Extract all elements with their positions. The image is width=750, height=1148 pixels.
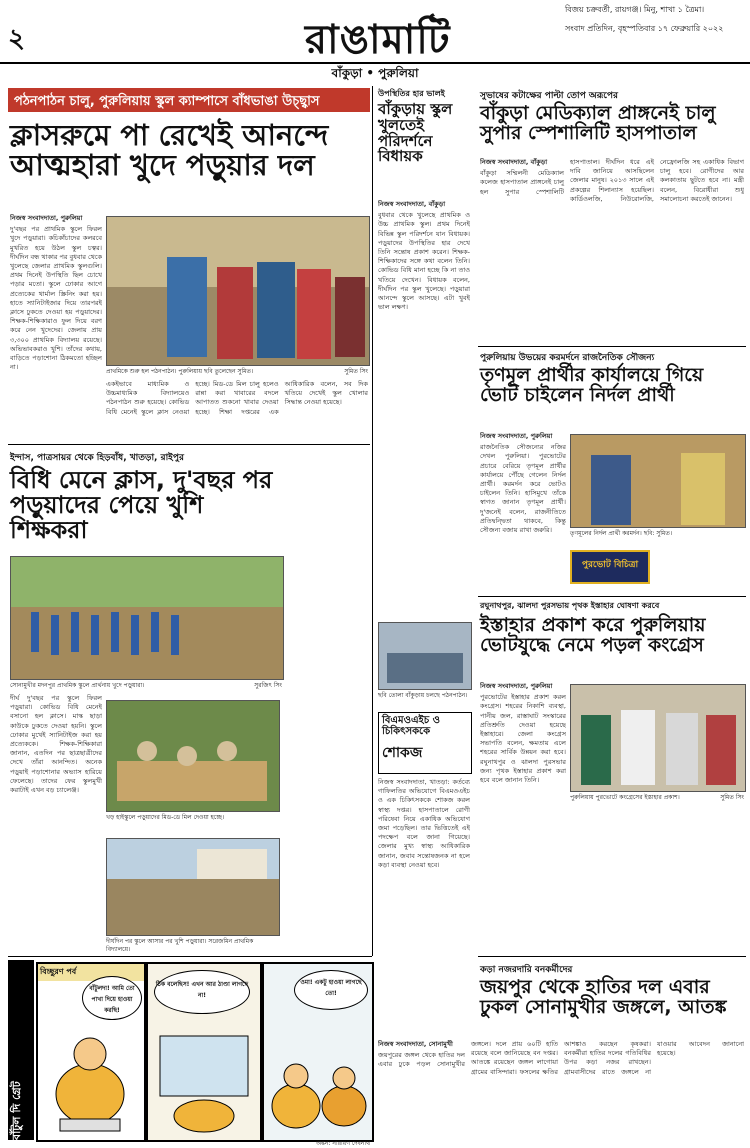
comic-panel-2	[146, 962, 262, 1142]
congress-photo	[570, 684, 746, 792]
panel1-bubble: বাঁটুলদা! আমি তো পাখা দিয়ে হাওয়া করছি!	[82, 976, 142, 1020]
second-photo-3	[106, 838, 280, 936]
obit-headline: শোকজ	[382, 745, 423, 761]
comic-panel-1	[36, 962, 146, 1142]
fan-figure	[150, 1016, 258, 1136]
divider	[478, 956, 746, 957]
lead-body	[10, 214, 102, 434]
panel3-bubble: ওমা! একটু হাওয়া লাগছে তো!	[294, 970, 368, 1010]
midday-meal-image	[107, 701, 279, 811]
lead-byline: নিজস্ব সংবাদদাতা, পুরুলিয়া	[10, 214, 83, 222]
lead-photo-caption: প্রাথমিকে শুরু হল পঠনপাঠন। পুরুলিয়ায় ছবি তুলেছেন সুমিত।	[106, 368, 254, 375]
tmc-photo	[570, 434, 746, 528]
congress-body	[480, 682, 566, 952]
column-rule	[372, 86, 373, 956]
classroom-image	[379, 623, 471, 689]
tmc-kicker: পুরুলিয়ায় উভয়ের করমর্দনে রাজনৈতিক সৌজন্য	[480, 353, 655, 363]
second-photo-2	[106, 700, 280, 812]
second-kicker: ইন্দাস, পাত্রসায়র থেকে হিড়বাঁধ, খাতড়া, রাইপুর	[10, 453, 184, 463]
hospital-paragraph: বাঁকুড়া সম্মিলনী মেডিক্যাল কলেজ হাসপাতাল প্রাঙ্গনেই চালু হল সুপার স্পেশালিটি হাসপাতাল। দীর্ঘদিন ধরে এই দাবি জানিয়ে আসছিলেন জেলার মানুষ। ২০১৩ সালে এই প্রকল্পের শিলান্যাস হয়েছিল। কার্ডিওলজি, নিউরোলজি, নেফ্রোলজি সহ একাধিক বিভাগ চালু হবে। রোগীদের আর কলকাতায় ছুটতে হবে না। মন্ত্রী বলেন, বিরোধীরা শুধু সমালোচনা করতেই জানেন।	[480, 158, 744, 203]
lead-photo	[106, 216, 370, 366]
congress-photo-credit: সুমিত সিং	[720, 794, 744, 801]
congress-paragraph: পুরভোটের ইস্তাহার প্রকাশ করল কংগ্রেস। শহরের নিকাশি ব্যবস্থা, পানীয় জল, রাস্তাঘাট সংস্কারের প্রতিশ্রুতি দেওয়া হয়েছে ইস্তাহারে। জেলা কংগ্রেস সভাপতি বলেন, ক্ষমতায় এলে শহরের সার্বিক উন্নয়ন করা হবে। রঘুনাথপুর ও ঝালদা পুরসভার জন্য পৃথক ইস্তাহার প্রকাশ করা হবে বলে জানান তিনি।	[480, 693, 566, 785]
elephant-headline: জয়পুর থেকে হাতির দল এবার ঢুকল সোনামুখীর জঙ্গলে, আতঙ্ক	[480, 976, 727, 1018]
tmc-byline: নিজস্ব সংবাদদাতা, পুরুলিয়া	[480, 432, 553, 440]
lead-kicker: পঠনপাঠন চালু, পুরুলিয়ায় স্কুল ক্যাম্পাসে বাঁধভাঙা উচ্ছ্বাস	[14, 94, 320, 109]
region-strip: বাঁকুড়া • পুরুলিয়া	[331, 66, 419, 80]
second-photo-credit: সুরজিৎ সিং	[254, 682, 282, 689]
col3-body	[378, 200, 470, 618]
second-caption-1: সোনামুখীর মদনপুর প্রাথমিক স্কুলে প্রার্থনায় খুদে পড়ুয়ারা।	[10, 682, 145, 689]
tmc-body	[480, 432, 566, 590]
batul-figure	[40, 1024, 142, 1134]
elephant-byline: নিজস্ব সংবাদদাতা, সোনামুখী	[378, 1040, 453, 1048]
second-caption-3: দীর্ঘদিন পর স্কুলে আসার পর খুশি পড়ুয়ারা। সরেজমিন প্রাথমিক বিদ্যালয়ে।	[106, 938, 254, 953]
tmc-paragraph: রাজনৈতিক সৌজন্যের নজির দেখল পুরুলিয়া। পুরভোটের প্রচারে বেরিয়ে তৃণমূল প্রার্থীর কার্যালয়ে পৌঁছে গেলেন নির্দল প্রার্থী। করমর্দন করে ভোটও চাইলেন তিনি। হাসিমুখে তাঁকে স্বাগত জানান তৃণমূল প্রার্থী। দু'জনেই বলেন, রাজনীতিতে প্রতিদ্বন্দ্বিতা থাকবে, কিন্তু সৌজন্য বজায় রাখা জরুরি।	[480, 443, 566, 535]
col3-caption: ছবি তোলা বাঁকুড়ায় চলছে পঠনপাঠন।	[378, 692, 468, 699]
lead-body-2	[106, 380, 368, 440]
col3-byline: নিজস্ব সংবাদদাতা, বাঁকুড়া	[378, 200, 446, 208]
masthead: রাঙামাটি	[305, 17, 451, 63]
handshake-image	[571, 435, 745, 527]
elephant-body	[378, 1040, 744, 1144]
tmc-headline: তৃণমূল প্রার্থীর কার্যালয়ে গিয়ে ভোট চাইলেন নির্দল প্রার্থী	[480, 364, 704, 406]
seated-figures	[266, 1016, 370, 1136]
congress-caption: পুরুলিয়ায় পুরভোটে কংগ্রেসের ইস্তাহার প্রকাশ।	[570, 794, 680, 801]
second-body	[10, 694, 102, 970]
congress-headline: ইস্তাহার প্রকাশ করে পুরুলিয়ায় ভোটযুদ্ধে নেমে পড়ল কংগ্রেস	[480, 614, 706, 656]
hospital-byline: নিজস্ব সংবাদদাতা, বাঁকুড়া	[480, 158, 548, 166]
lead-paragraph-2: একইভাবে মাধ্যমিক ও উচ্চমাধ্যমিক বিদ্যালয়েও পঠনপাঠন শুরু হয়েছে। কোভিড বিধি মেনেই স্কুলে ক্লাস নেওয়া হচ্ছে। মিড-ডে মিল চালু হলেও রান্না করা খাবারের বদলে আপাতত শুকনো খাবার দেওয়া হচ্ছে। শিক্ষা দপ্তরের এক আধিকারিক বলেন, সব দিক খতিয়ে দেখেই স্কুল খোলার সিদ্ধান্ত নেওয়া হয়েছে।	[106, 380, 368, 416]
second-photo-1	[10, 556, 284, 680]
tmc-badge-label: পুরভোট বিচিত্রা	[581, 560, 639, 570]
hospital-headline: বাঁকুড়া মেডিক্যাল প্রাঙ্গনেই চালু সুপার স্পেশালিটি হাসপাতাল	[480, 102, 716, 144]
assembly-image	[11, 557, 283, 679]
comic-series: বাঁটুল দি গ্রেট	[10, 1081, 23, 1140]
hospital-body	[480, 158, 744, 342]
congress-kicker: রঘুনাথপুর, ঝালদা পুরসভায় পৃথক ইস্তাহার ঘোষণা করবে	[480, 601, 660, 610]
col3-photo	[378, 622, 472, 690]
date-line: সংবাদ প্রতিদিন, বৃহস্পতিবার ১৭ ফেব্রুয়ারি ২০২২	[565, 24, 724, 33]
elephant-kicker: কড়া নজরদারি বনকর্মীদের	[480, 965, 573, 975]
col3-headline: বাঁকুড়ায় স্কুল খুলতেই পরিদর্শনে বিধায়ক	[378, 100, 453, 166]
divider	[8, 956, 372, 957]
congress-byline: নিজস্ব সংবাদদাতা, পুরুলিয়া	[480, 682, 553, 690]
lead-headline: ক্লাসরুমে পা রেখেই আনন্দে আত্মহারা খুদে পড়ুয়ার দল	[10, 118, 329, 183]
panel2-bubble: ঠিক বলেছিস! এখন আর ঠাণ্ডা লাগছে না!	[154, 970, 250, 1014]
divider	[8, 444, 370, 445]
comic-title: বিচ্ছুরণ পর্ব	[38, 964, 144, 981]
obit-kicker: বিএমওএইচ ও চিকিৎসককে	[382, 715, 440, 737]
second-paragraph: দীর্ঘ দু'বছর পর স্কুলে ফিরল পড়ুয়ারা। কোভিড বিধি মেনেই বসানো হল ক্লাসে। মাস্ক ছাড়া কাউকে ঢুকতে দেওয়া হয়নি। স্কুলে ঢোকার মুখেই স্যানিটাইজ করা হয় প্রত্যেককে। শিক্ষক-শিক্ষিকারা জানান, এতদিন পর ছাত্রছাত্রীদের দেখে তাঁরা আনন্দিত। অনেক পড়ুয়াই পড়াশোনার অভ্যাস হারিয়ে ফেলেছে। তাদের ফের স্কুলমুখী করাটাই এখন বড় চ্যালেঞ্জ।	[10, 694, 102, 795]
edition-meta	[565, 4, 745, 42]
lead-paragraph: দু'বছর পর প্রাথমিক স্কুলে ফিরল খুদে পড়ুয়ারা। কচিকাঁচাদের কলরবে মুখরিত হয়ে উঠল স্কুল চত্বর। দীর্ঘদিন বন্ধ থাকার পর বুধবার থেকে খুলেছে জেলার প্রাথমিক স্কুলগুলি। প্রথম দিনেই উপস্থিতি ছিল চোখে পড়ার মতো। স্কুলে ঢোকার আগে প্রত্যেকের থার্মাল স্ক্রিনিং করা হয়। হাতে স্যানিটাইজার দিয়ে তারপরই ক্লাসে ঢুকতে দেওয়া হয় পড়ুয়াদের। শিক্ষক-শিক্ষিকারাও ফুল দিয়ে বরণ করে নেন খুদেদের। জেলায় প্রায় ৩,৩০০ প্রাথমিক বিদ্যালয় রয়েছে। অভিভাবকরাও খুশি। তাঁদের কথায়, বাড়িতে পড়াশোনা ঠিকমতো হচ্ছিল না।	[10, 225, 102, 372]
divider	[478, 596, 746, 597]
tmc-badge	[570, 550, 650, 584]
col3-paragraph: বুধবার থেকে খুলেছে প্রাথমিক ও উচ্চ প্রাথমিক স্কুল। প্রথম দিনেই বিভিন্ন স্কুল পরিদর্শনে যান বিধায়ক। পড়ুয়াদের উপস্থিতির হার দেখে তিনি সন্তোষ প্রকাশ করেন। শিক্ষক-শিক্ষিকাদের সঙ্গে কথা বলেন তিনি। কোভিড বিধি মানা হচ্ছে কি না তাও খতিয়ে দেখেন। বিধায়ক বলেন, দীর্ঘদিন পর স্কুল খুলেছে। পড়ুয়ারা আনন্দে স্কুলে আসছে। এটা খুবই ভাল লক্ষণ।	[378, 211, 470, 312]
col3-kicker: উপস্থিতির হার ভালই	[378, 89, 445, 98]
school-yard-image	[107, 839, 279, 935]
tmc-caption: তৃণমূলের নির্দল প্রার্থী করমর্দন। ছবি: সুমিত।	[570, 530, 673, 537]
divider	[478, 346, 746, 347]
hospital-kicker: সুভাষের কটাক্ষের পাল্টা তোপ অরূপের	[480, 91, 618, 101]
comic-credit: অঙ্কন: নারায়ণ দেবনাথ	[315, 1140, 370, 1147]
comic-panel-3	[262, 962, 374, 1142]
lead-photo-credit: সুমিত সিং	[344, 368, 368, 375]
second-caption-2: খড় হাইস্কুলে পড়ুয়াদের মিড-ডে মিল দেওয়া হচ্ছে।	[106, 814, 225, 821]
obit-paragraph: নিজস্ব সংবাদদাতা, খাতড়া: কর্তব্যে গাফিলতির অভিযোগে বিএমওএইচ ও এক চিকিৎসককে শোকজ করল স্বাস্থ্য দপ্তর। হাসপাতালে রোগী পরিষেবা নিয়ে একাধিক অভিযোগ জমা পড়েছিল। তার ভিত্তিতেই এই পদক্ষেপ বলে জানা গিয়েছে। জেলার মুখ্য স্বাস্থ্য আধিকারিক জানান, জবাব সন্তোষজনক না হলে কড়া ব্যবস্থা নেওয়া হবে।	[378, 778, 470, 869]
page-number: ২	[8, 24, 25, 54]
manifesto-release-image	[571, 685, 745, 791]
obit-body	[378, 778, 470, 954]
elephant-paragraph: জয়পুরের জঙ্গল থেকে হাতির দল এবার ঢুকে পড়ল সোনামুখীর জঙ্গলে। দলে প্রায় ৬০টি হাতি রয়েছে বলে জানিয়েছে বন দপ্তর। আতঙ্কে রয়েছেন জঙ্গল লাগোয়া গ্রামের বাসিন্দারা। ফসলের ক্ষতির আশঙ্কাও করছেন কৃষকরা। বনকর্মীরা হাতির দলের গতিবিধির উপর কড়া নজর রাখছেন। গ্রামবাসীদের রাতে জঙ্গলে না যাওয়ার আবেদন জানানো হয়েছে।	[378, 1040, 744, 1076]
edition-line: বিজয় চক্রবর্তী, রায়গঞ্জ। মিনু, শাখা ১ ত্রৈমা।	[565, 5, 705, 14]
schoolchildren-image	[107, 217, 369, 365]
second-headline: বিধি মেনে ক্লাস, দু'বছর পর পড়ুয়াদের পেয়ে খুশি শিক্ষকরা	[10, 466, 273, 545]
